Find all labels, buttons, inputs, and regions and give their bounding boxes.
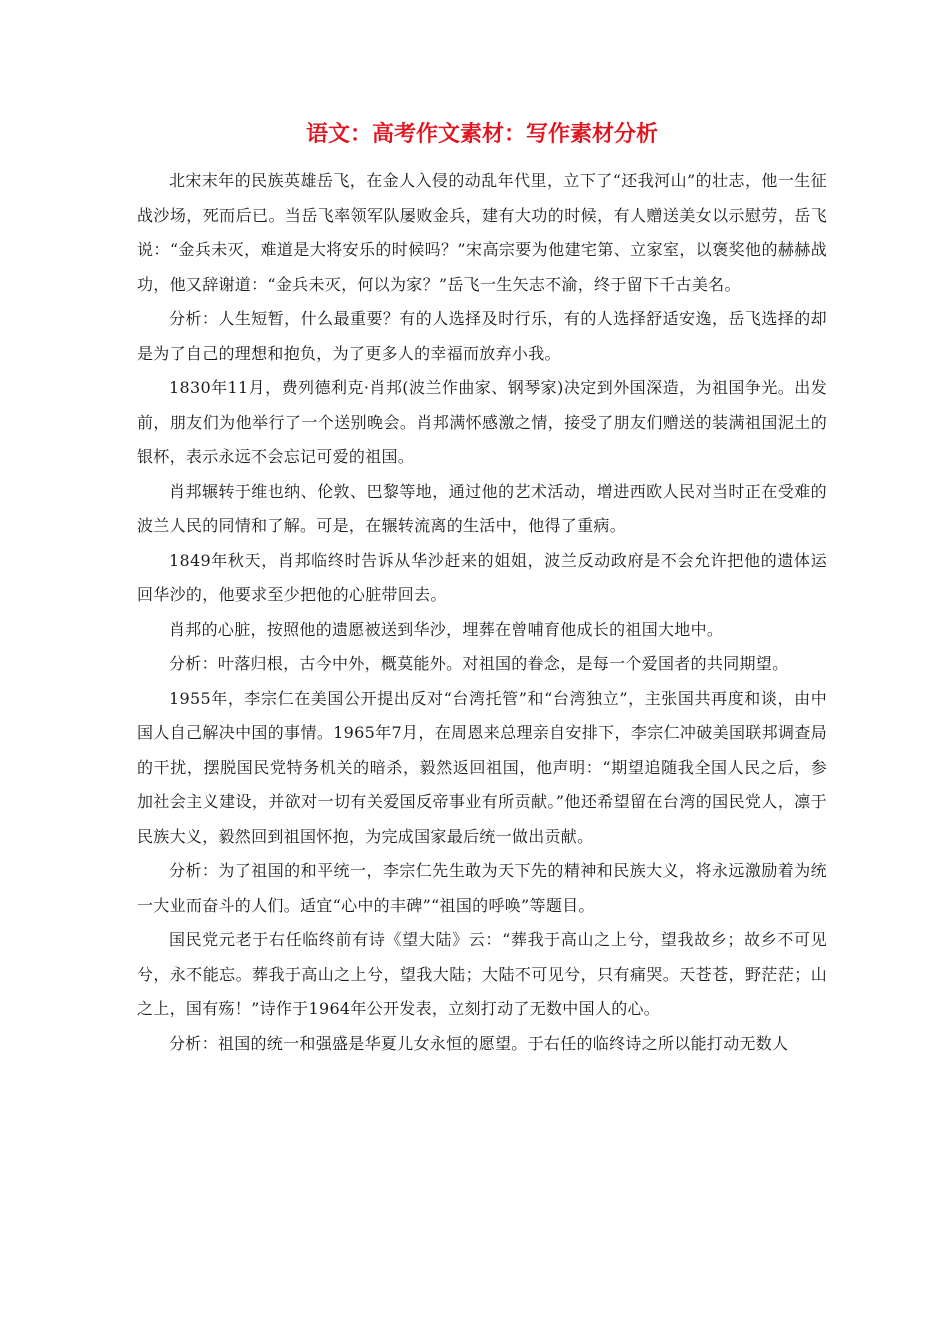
paragraph-analysis-lizongren: 分析：为了祖国的和平统一，李宗仁先生敢为天下先的精神和民族大义，将永远激励着为统一大业而奋斗的人们。适宜“心中的丰碑”“祖国的呼唤”等题目。: [137, 861, 827, 915]
paragraph-chopin-heart: 肖邦的心脏，按照他的遗愿被送到华沙，埋葬在曾哺育他成长的祖国大地中。: [169, 619, 724, 639]
document-title: 语文：高考作文素材：写作素材分析: [305, 122, 658, 147]
paragraph-lizongren: 1955年，李宗仁在美国公开提出反对“台湾托管”和“台湾独立”，主张国共再度和谈，由中国人自己解决中国的事情。1965年7月，在周恩来总理亲自安排下，李宗仁冲破美国联邦调查局的干扰，摆脱国民党特务机关的暗杀，毅然返回祖国，他声明：“期望追随我全国人民之后，参加社会主义建设，并欲对一切有关爱国反帝事业有所贡献。”他还希望留在台湾的国民党人，凛于民族大义，毅然回到祖国怀抱，为完成国家最后统一做出贡献。: [137, 688, 827, 846]
paragraph-analysis-chopin: 分析：叶落归根，古今中外，概莫能外。对祖国的眷念，是每一个爱国者的共同期望。: [169, 654, 789, 673]
paragraph-yuefei: 北宋末年的民族英雄岳飞，在金人入侵的动乱年代里，立下了“还我河山”的壮志，他一生征战沙场，死而后已。当岳飞率领军队屡败金兵，建有大功的时候，有人赠送美女以示慰劳，岳飞说：“金兵未灭，难道是大将安乐的时候吗？”宋高宗要为他建宅第、立家室，以褒奖他的赫赫战功，他又辞谢道：“金兵未灭，何以为家？”岳飞一生矢志不渝，终于留下千古美名。: [137, 171, 827, 294]
paragraph-analysis-yuyouren: 分析：祖国的统一和强盛是华夏儿女永恒的愿望。于右任的临终诗之所以能打动无数人: [169, 1033, 789, 1053]
document-page: [137, 120, 827, 1061]
paragraph-chopin-death: 1849年秋天，肖邦临终时告诉从华沙赶来的姐姐，波兰反动政府是不会允许把他的遗体运回华沙的，他要求至少把他的心脏带回去。: [137, 550, 827, 604]
paragraph-chopin-travels: 肖邦辗转于维也纳、伦敦、巴黎等地，通过他的艺术活动，增进西欧人民对当时正在受难的波兰人民的同情和了解。可是，在辗转流离的生活中，他得了重病。: [137, 481, 827, 535]
paragraph-chopin-departure: 1830年11月，费列德利克·肖邦(波兰作曲家、钢琴家)决定到外国深造，为祖国争光。出发前，朋友们为他举行了一个送别晚会。肖邦满怀感激之情，接受了朋友们赠送的装满祖国泥土的银杯，表示永远不会忘记可爱的祖国。: [137, 378, 827, 466]
paragraph-yuyouren: 国民党元老于右任临终前有诗《望大陆》云：“葬我于高山之上兮，望我故乡；故乡不可见兮，永不能忘。葬我于高山之上兮，望我大陆；大陆不可见兮，只有痛哭。天苍苍，野茫茫；山之上，国有殇！”诗作于1964年公开发表，立刻打动了无数中国人的心。: [137, 930, 827, 1018]
paragraph-analysis-yuefei: 分析：人生短暂，什么最重要？有的人选择及时行乐，有的人选择舒适安逸，岳飞选择的却是为了自己的理想和抱负，为了更多人的幸福而放弃小我。: [137, 309, 827, 363]
